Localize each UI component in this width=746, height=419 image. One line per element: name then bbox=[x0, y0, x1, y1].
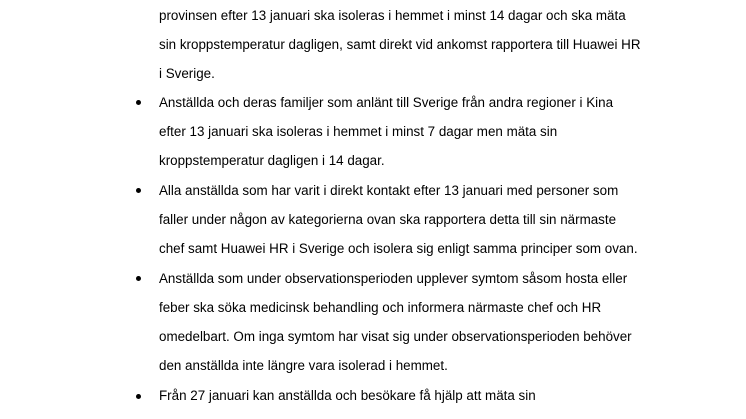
bullet-line: omedelbart. Om inga symtom har visat sig under observationsperioden behöver bbox=[159, 329, 632, 344]
bullet-point bbox=[136, 188, 141, 193]
bullet-line: faller under någon av kategorierna ovan ska rapportera detta till sin närmaste bbox=[159, 212, 617, 227]
continuation-line: sin kroppstemperatur dagligen, samt direkt vid ankomst rapportera till Huawei HR bbox=[159, 37, 641, 52]
bullet-line: Från 27 januari kan anställda och besökare få hjälp att mäta sin bbox=[159, 388, 536, 403]
bullet-point bbox=[136, 276, 141, 281]
continuation-line: provinsen efter 13 januari ska isoleras i hemmet i minst 14 dagar och ska mäta bbox=[159, 8, 626, 23]
bullet-line: den anställda inte längre vara isolerad i hemmet. bbox=[159, 358, 448, 373]
bullet-line: feber ska söka medicinsk behandling och informera närmaste chef och HR bbox=[159, 300, 602, 315]
bullet-line: Anställda och deras familjer som anlänt till Sverige från andra regioner i Kina bbox=[159, 95, 614, 110]
bullet-line: kroppstemperatur dagligen i 14 dagar. bbox=[159, 153, 385, 168]
bullet-point bbox=[136, 100, 141, 105]
bullet-line: chef samt Huawei HR i Sverige och isolera sig enligt samma principer som ovan. bbox=[159, 241, 638, 256]
bullet-line: Alla anställda som har varit i direkt kontakt efter 13 januari med personer som bbox=[159, 183, 619, 198]
bullet-line: Anställda som under observationsperioden upplever symtom såsom hosta eller bbox=[159, 271, 628, 286]
continuation-line: i Sverige. bbox=[159, 66, 215, 81]
bullet-point bbox=[136, 394, 141, 399]
bullet-line: efter 13 januari ska isoleras i hemmet i minst 7 dagar men mäta sin bbox=[159, 124, 558, 139]
